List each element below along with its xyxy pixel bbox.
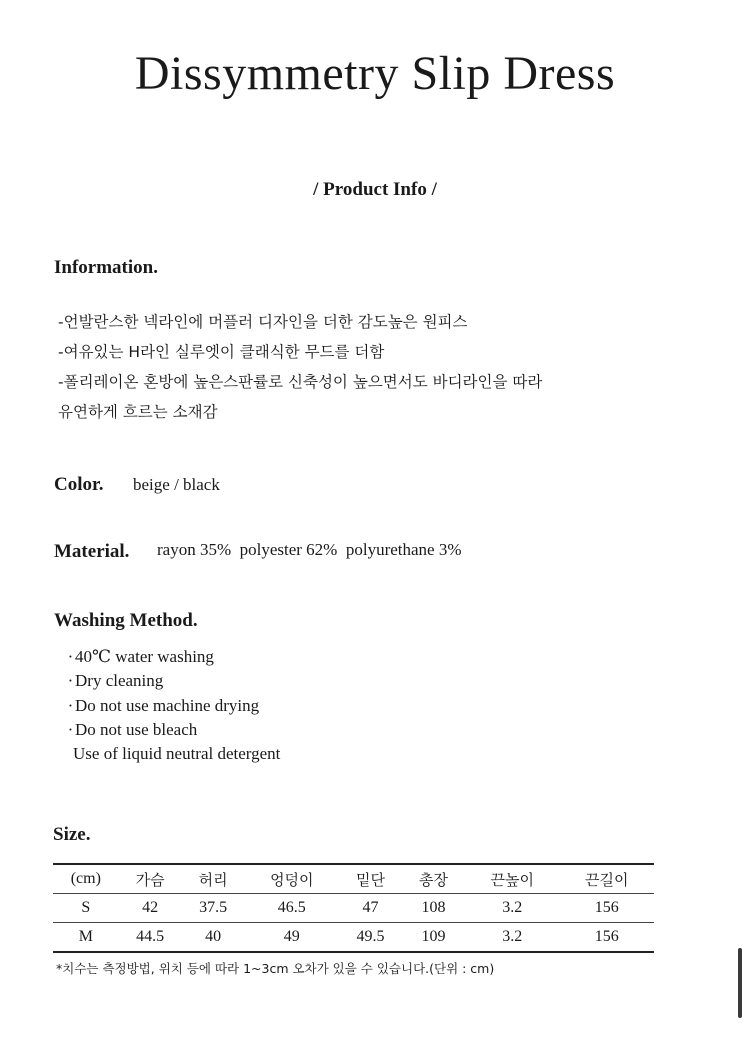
section-subtitle: / Product Info / — [313, 179, 437, 200]
size-col-unit: (cm) — [53, 864, 119, 894]
washing-heading: Washing Method. — [54, 610, 198, 631]
material-value: rayon 35% polyester 62% polyurethane 3% — [157, 540, 462, 559]
size-col-length: 총장 — [402, 864, 465, 894]
table-cell: 156 — [559, 923, 654, 953]
washing-item-text: Do not use bleach — [75, 719, 198, 739]
page-title: Dissymmetry Slip Dress — [134, 47, 616, 100]
size-col-strap-height: 끈높이 — [465, 864, 559, 894]
information-line-4: 유연하게 흐르는 소재감 — [58, 403, 218, 421]
table-cell: 3.2 — [465, 923, 559, 953]
size-table-header — [53, 864, 654, 894]
table-cell: 44.5 — [119, 923, 182, 953]
table-cell: 109 — [402, 923, 465, 953]
bullet-dot-icon: · — [67, 671, 74, 691]
color-value: beige / black — [133, 475, 220, 494]
table-cell: 3.2 — [465, 894, 559, 923]
washing-item — [66, 669, 280, 693]
table-cell: S — [53, 894, 119, 923]
washing-item — [66, 694, 280, 718]
color-heading: Color. — [54, 474, 104, 495]
washing-item-text: Do not use machine drying — [75, 695, 260, 715]
table-cell: 40 — [182, 923, 245, 953]
washing-list — [66, 645, 280, 766]
table-cell: M — [53, 923, 119, 953]
table-cell: 46.5 — [245, 894, 339, 923]
table-row — [53, 894, 654, 923]
table-cell: 42 — [119, 894, 182, 923]
size-col-hem: 밑단 — [339, 864, 402, 894]
table-row — [53, 923, 654, 953]
size-col-waist: 허리 — [182, 864, 245, 894]
size-col-hip: 엉덩이 — [245, 864, 339, 894]
material-heading: Material. — [54, 541, 130, 562]
scrollbar-thumb[interactable] — [738, 948, 742, 1018]
table-cell: 47 — [339, 894, 402, 923]
table-cell: 108 — [402, 894, 465, 923]
information-heading: Information. — [54, 257, 158, 278]
size-heading: Size. — [53, 824, 91, 845]
washing-item-text: Dry cleaning — [75, 671, 164, 691]
washing-item — [66, 645, 280, 669]
size-note: *치수는 측정방법, 위치 등에 따라 1~3cm 오차가 있을 수 있습니다.(단위 : cm) — [56, 961, 495, 976]
information-line-2: -여유있는 H라인 실루엣이 클래식한 무드를 더함 — [58, 343, 385, 361]
washing-item-text: 40℃ water washing — [75, 647, 214, 666]
washing-extra: Use of liquid neutral detergent — [73, 744, 281, 764]
size-col-chest: 가슴 — [119, 864, 182, 894]
table-cell: 49.5 — [339, 923, 402, 953]
size-col-strap-length: 끈길이 — [559, 864, 654, 894]
information-line-1: -언발란스한 넥라인에 머플러 디자인을 더한 감도높은 원피스 — [58, 313, 468, 331]
table-cell: 37.5 — [182, 894, 245, 923]
bullet-dot-icon: · — [67, 647, 74, 666]
information-line-3: -폴리레이온 혼방에 높은스판률로 신축성이 높으면서도 바디라인을 따라 — [58, 373, 543, 391]
size-table — [53, 863, 654, 953]
table-cell: 49 — [245, 923, 339, 953]
bullet-dot-icon: · — [67, 719, 74, 739]
washing-item — [66, 718, 280, 742]
bullet-dot-icon: · — [67, 695, 74, 715]
table-cell: 156 — [559, 894, 654, 923]
